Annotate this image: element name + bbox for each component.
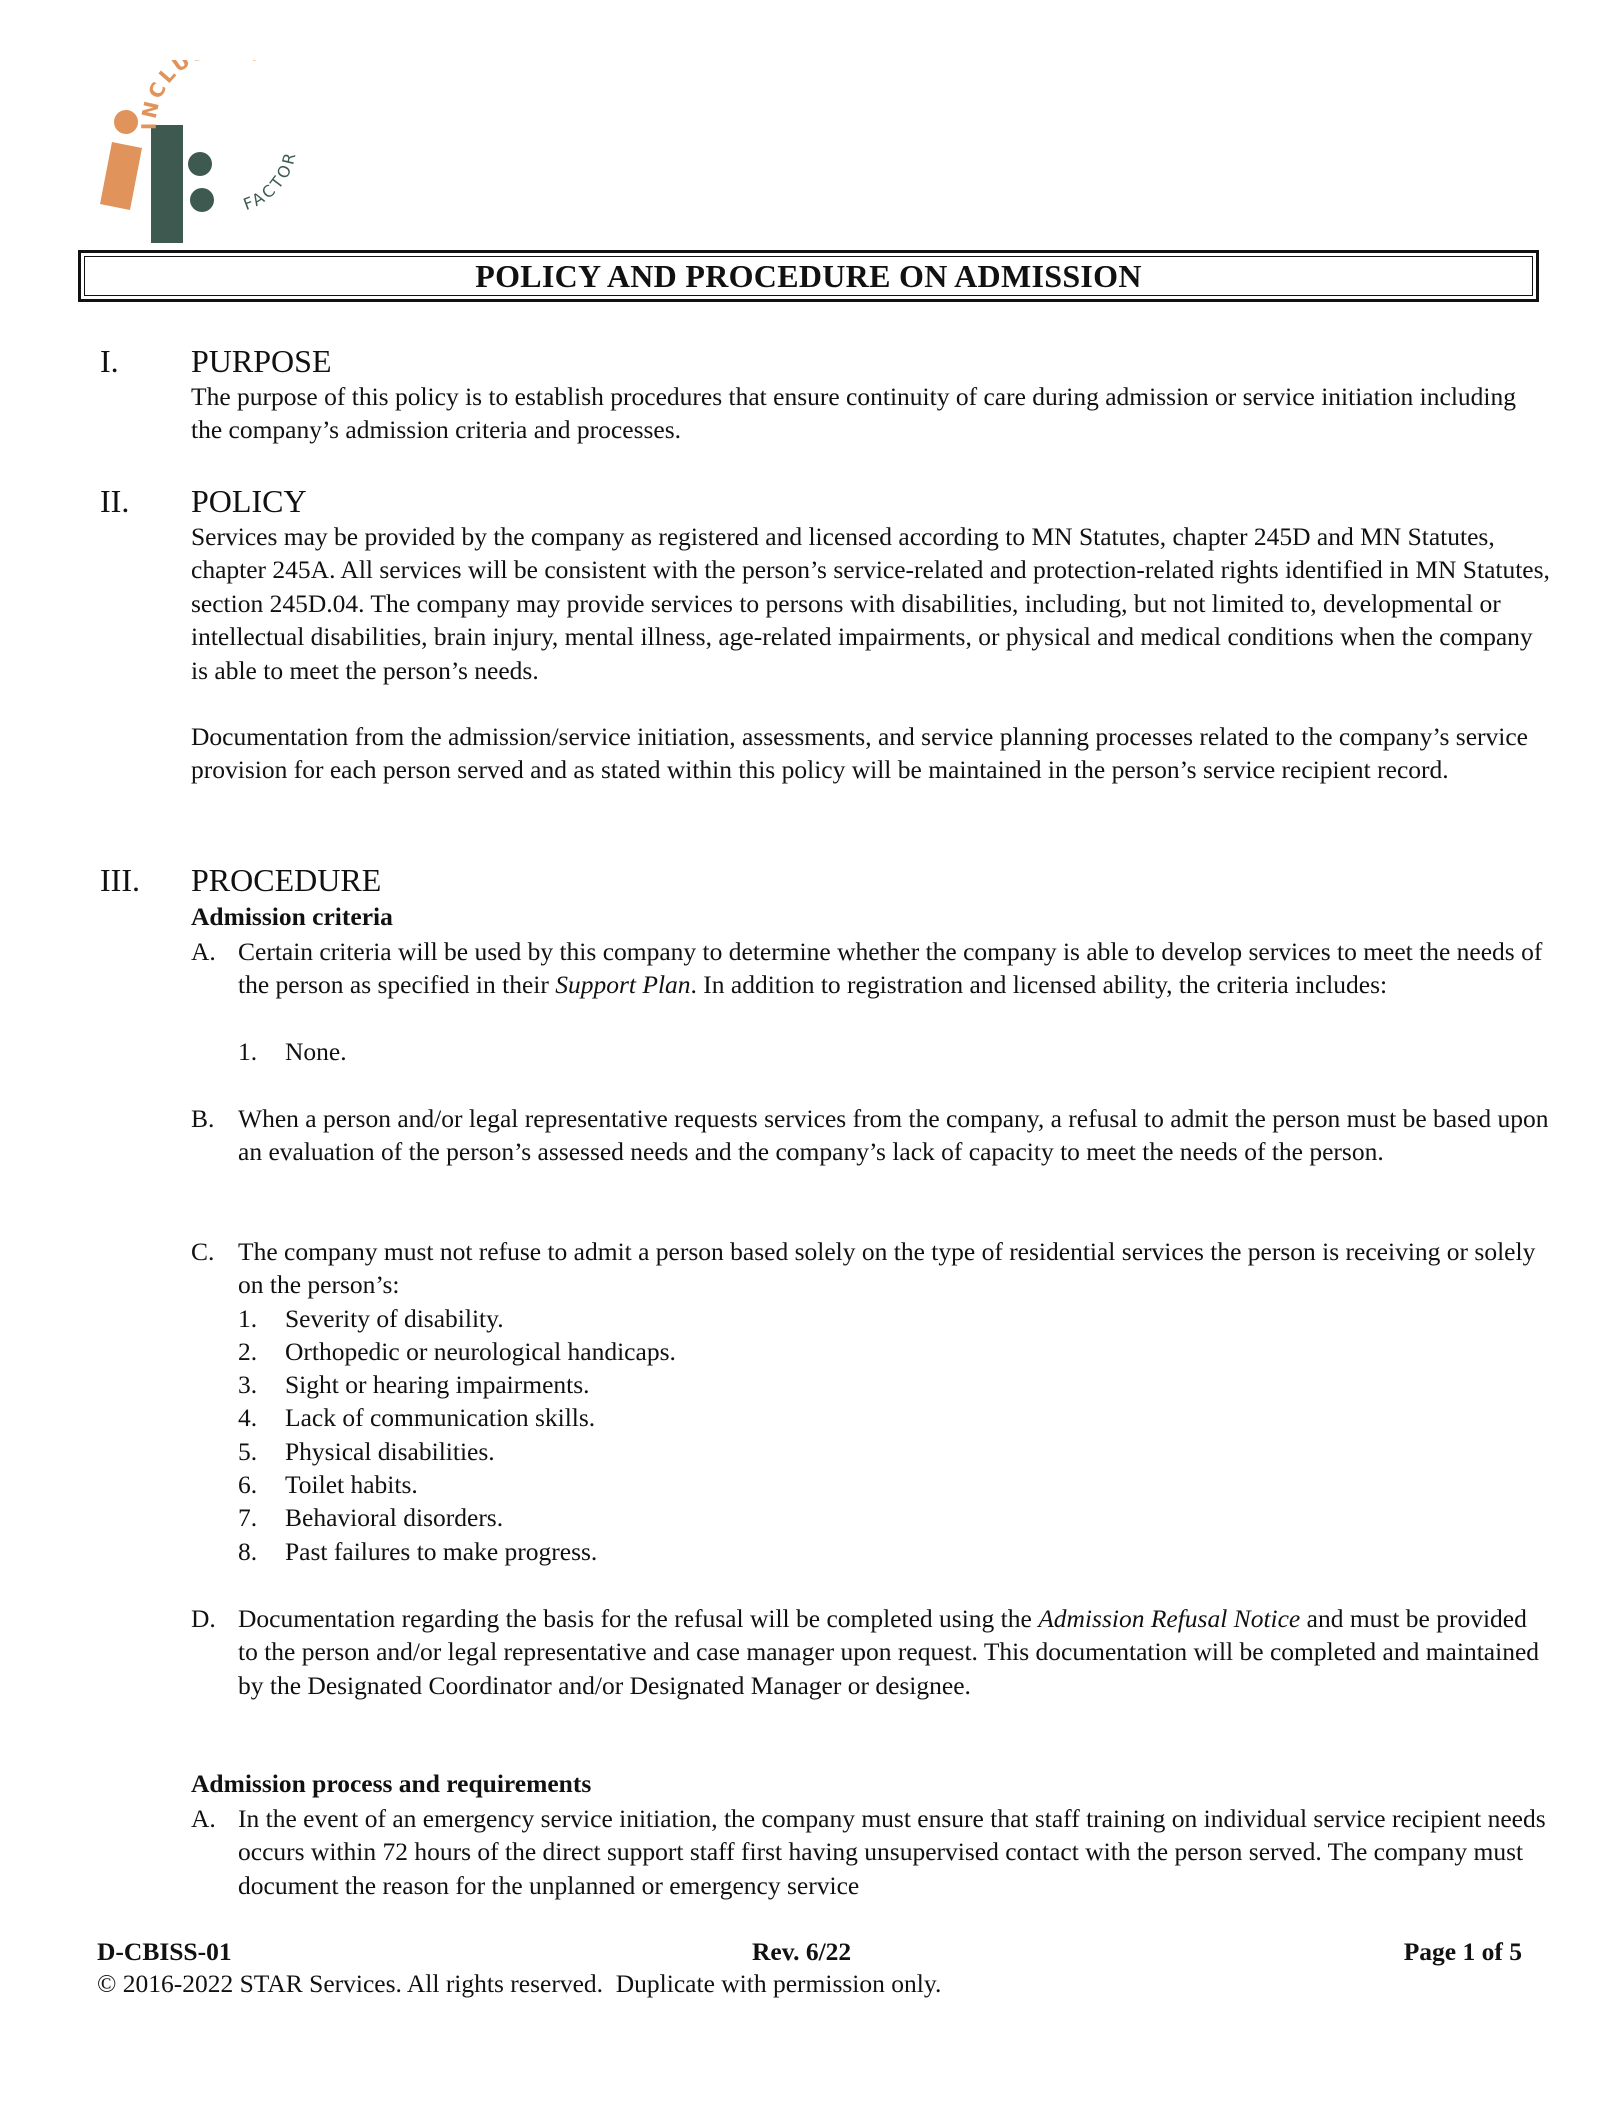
criteria-item-d: [191, 1602, 1551, 1702]
footer-page-number: Page 1 of 5: [1403, 1937, 1522, 1966]
item-text: Documentation regarding the basis for the refusal will be completed using the Admission Refusal Notice and must be provided to the person and/or legal representative and case manager upon request. This documentation will be completed and maintained by the Designated Coordinator and/or Designated Manager or designee.: [238, 1604, 1540, 1700]
section-heading-procedure: PROCEDURE: [191, 862, 382, 898]
item-letter: A.: [191, 1804, 216, 1833]
section-numeral-purpose: I.: [100, 343, 119, 379]
item-text: When a person and/or legal representative requests services from the company, a refusal to admit the person must be based upon an evaluation of the person’s assessed needs and the company’s lack of capacity to meet the needs of the person.: [238, 1104, 1549, 1167]
logo-text-inclusion: INCLU: [136, 60, 197, 131]
footer-revision: Rev. 6/22: [752, 1937, 852, 1966]
admission-process-heading: Admission process and requirements: [191, 1769, 592, 1798]
item-text: In the event of an emergency service initiation, the company must ensure that staff training on individual service recipient needs occurs within 72 hours of the direct support staff first having unsupervised contact with the person served. The company must document the reason for the unplanned or emergency service: [238, 1804, 1546, 1900]
company-logo: [96, 60, 316, 250]
item-letter: D.: [191, 1604, 216, 1633]
svg-text:FACTOR: [241, 148, 300, 214]
item-letter: B.: [191, 1104, 215, 1133]
policy-paragraph-1: Services may be provided by the company as registered and licensed according to MN Statutes, chapter 245D and MN Statutes, chapter 245A. All services will be consistent with the person’s service-related and protection-related rights identified in MN Statutes, section 245D.04. The company may provide services to persons with disabilities, including, but not limited to, developmental or intellectual disabilities, brain injury, mental illness, age-related impairments, or physical and medical conditions when the company is able to meet the person’s needs.: [191, 522, 1550, 685]
section-numeral-procedure: III.: [100, 862, 140, 898]
section-heading-policy: POLICY: [191, 483, 307, 519]
admission-criteria-heading: Admission criteria: [191, 902, 393, 931]
footer-doc-id: D-CBISS-01: [97, 1937, 232, 1966]
item-text: Certain criteria will be used by this company to determine whether the company is able to develop services to meet the needs of the person as specified in their Support Plan. In addition to registration and licensed ability, the criteria includes:: [238, 937, 1543, 1000]
inclusion-factor-logo: [96, 60, 316, 250]
logo-text-factor: FACTOR: [240, 148, 301, 214]
section-heading-purpose: PURPOSE: [191, 343, 332, 379]
title-box: [78, 250, 1539, 302]
item-text: The company must not refuse to admit a person based solely on the type of residential services the person is receiving or solely on the person’s:: [238, 1237, 1536, 1300]
criteria-item-a: [191, 935, 1551, 1002]
policy-paragraph-2: Documentation from the admission/service initiation, assessments, and service planning processes related to the company’s service provision for each person served and as stated within this policy will be maintained in the person’s service recipient record.: [191, 722, 1528, 785]
admission-refusal-notice-italic: Admission Refusal Notice: [1038, 1604, 1301, 1633]
criteria-item-c: [191, 1235, 1551, 1302]
process-item-a: [191, 1802, 1551, 1902]
page-title: POLICY AND PROCEDURE ON ADMISSION: [475, 257, 1142, 294]
support-plan-italic: Support Plan: [555, 970, 691, 1000]
criteria-item-b: [191, 1102, 1551, 1169]
svg-text:INCLUSION: [137, 60, 266, 130]
footer-copyright: © 2016-2022 STAR Services. All rights reserved. Duplicate with permission only.: [97, 1969, 942, 1998]
item-letter: C.: [191, 1237, 215, 1266]
item-letter: A.: [191, 937, 216, 966]
section-numeral-policy: II.: [100, 483, 130, 519]
purpose-paragraph: The purpose of this policy is to establish procedures that ensure continuity of care during admission or service initiation including the company’s admission criteria and processes.: [191, 382, 1516, 445]
